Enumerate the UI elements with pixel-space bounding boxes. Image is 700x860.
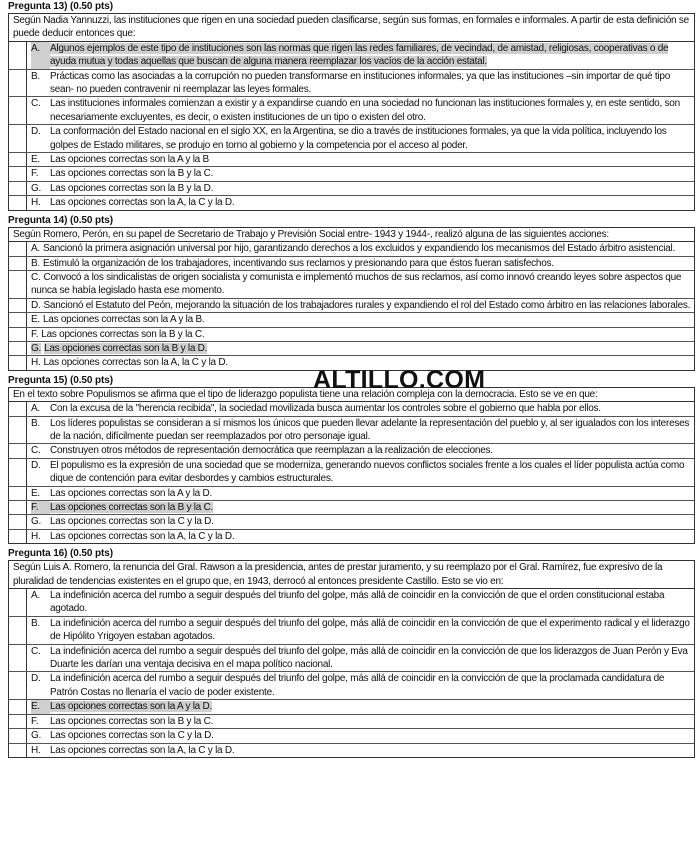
option-cell bbox=[27, 645, 694, 672]
option-letter: B. bbox=[31, 257, 40, 269]
option-letter: G. bbox=[31, 342, 42, 354]
option-text: Las opciones correctas son la C y la D. bbox=[50, 730, 214, 742]
option-cell bbox=[27, 444, 694, 457]
option-text-wrap bbox=[50, 715, 691, 728]
option-letter: D. bbox=[31, 459, 41, 471]
option-text-wrap bbox=[50, 645, 691, 672]
answer-option-e[interactable] bbox=[9, 700, 694, 714]
option-letter: H. bbox=[31, 744, 41, 756]
option-cell bbox=[27, 501, 694, 514]
answer-option-f[interactable] bbox=[9, 167, 694, 181]
answer-option-c[interactable] bbox=[9, 444, 694, 458]
question-stem: Según Nadia Yannuzzi, las instituciones que rigen en una sociedad pueden clasificarse, según sus formas, en formales e informales. A partir de esta definición se puede deducir entonces que: bbox=[9, 14, 694, 42]
watermark: ALTILLO.COM bbox=[313, 366, 486, 394]
option-text-wrap bbox=[50, 589, 691, 616]
option-cell bbox=[27, 744, 694, 757]
option-text-wrap bbox=[50, 744, 691, 757]
option-letter: C. bbox=[31, 271, 41, 283]
option-gutter bbox=[9, 328, 27, 341]
option-text-wrap bbox=[50, 42, 691, 69]
question-stem: Según Luis A. Romero, la renuncia del Gral. Rawson a la presidencia, antes de prestar juramento, y su reemplazo por el Gral. Ramírez, fue expresivo de la pluralidad de tendencias existentes en el grupo que, en 1943, derrocó al entonces presidente Castillo. Esto se vio en: bbox=[9, 561, 694, 589]
answer-option-a[interactable] bbox=[9, 242, 694, 256]
option-text: El populismo es la expresión de una sociedad que se moderniza, generando nuevos conflictos sociales frente a los cuales el líder populista actúa como dique de contención para evitar desbordes y cambios estructurales. bbox=[50, 459, 685, 485]
option-letter: G. bbox=[31, 182, 42, 194]
question-stem: En el texto sobre Populismos se afirma que el tipo de liderazgo populista tiene una relación compleja con la democracia. Esto se ve en que: bbox=[9, 388, 694, 402]
answer-option-b[interactable] bbox=[9, 257, 694, 271]
option-cell bbox=[27, 42, 694, 69]
option-letter: A. bbox=[31, 403, 40, 415]
option-gutter bbox=[9, 271, 27, 298]
answer-option-e[interactable] bbox=[9, 153, 694, 167]
option-letter: G. bbox=[31, 730, 42, 742]
option-letter: E. bbox=[31, 487, 40, 499]
answer-option-c[interactable] bbox=[9, 645, 694, 673]
option-text-wrap bbox=[50, 617, 691, 644]
answer-option-a[interactable] bbox=[9, 589, 694, 617]
option-gutter bbox=[9, 515, 27, 528]
option-cell bbox=[27, 196, 694, 209]
option-letter: F. bbox=[31, 715, 39, 727]
option-text-wrap bbox=[50, 70, 691, 97]
option-letter: B. bbox=[31, 417, 40, 429]
option-text: Las opciones correctas son la B y la C. bbox=[50, 502, 214, 513]
option-cell bbox=[27, 328, 694, 341]
option-text: Algunos ejemplos de este tipo de instituciones son las normas que rigen las redes familiares, de vecindad, de amistad, religiosas, cooperativas o de ayuda mutua y todas aquellas que buscan de alguna manera reemplazar los vacíos de la acción estatal. bbox=[50, 42, 669, 68]
option-text-wrap bbox=[50, 167, 691, 180]
option-gutter bbox=[9, 97, 27, 124]
option-text: Las instituciones informales comienzan a existir y a expandirse cuando en una sociedad no funcionan las instituciones formales y, en este sentido, son necesariamente excluyentes, es decir, o existen instituciones de un tipo o existen del otro. bbox=[50, 98, 680, 123]
option-gutter bbox=[9, 589, 27, 616]
option-letter: D. bbox=[31, 126, 41, 138]
option-text-wrap bbox=[50, 402, 691, 415]
option-letter: B. bbox=[31, 70, 40, 82]
option-text: Convocó a los sindicalistas de origen socialista y comunista e implementó muchos de sus reclamos, así como innovó creando leyes sobre aspectos que nunca se había legislado hasta ese momento. bbox=[31, 271, 682, 297]
option-gutter bbox=[9, 645, 27, 672]
answer-option-f[interactable] bbox=[9, 501, 694, 515]
option-text-wrap bbox=[50, 417, 691, 444]
option-gutter bbox=[9, 444, 27, 457]
option-cell bbox=[27, 589, 694, 616]
question-box bbox=[8, 227, 695, 371]
option-text-wrap bbox=[50, 515, 691, 528]
option-text-wrap bbox=[50, 729, 691, 742]
option-text-wrap bbox=[50, 487, 691, 500]
option-letter: F. bbox=[31, 168, 39, 180]
option-gutter bbox=[9, 672, 27, 699]
question-stem: Según Romero, Perón, en su papel de Secretario de Trabajo y Previsión Social entre- 1943 y 1944-, realizó alguna de las siguientes acciones: bbox=[9, 228, 694, 242]
option-text-wrap bbox=[43, 243, 675, 254]
option-text-wrap bbox=[50, 153, 691, 166]
option-text-wrap bbox=[31, 272, 681, 296]
option-letter: H. bbox=[31, 197, 41, 209]
option-cell bbox=[27, 182, 694, 195]
option-letter: F. bbox=[31, 328, 39, 340]
option-cell bbox=[27, 729, 694, 742]
option-text-wrap bbox=[50, 672, 691, 699]
option-letter: G. bbox=[31, 516, 42, 528]
option-cell bbox=[27, 271, 694, 298]
option-gutter bbox=[9, 487, 27, 500]
answer-option-e[interactable] bbox=[9, 313, 694, 327]
option-gutter bbox=[9, 744, 27, 757]
option-letter: B. bbox=[31, 617, 40, 629]
option-gutter bbox=[9, 617, 27, 644]
option-cell bbox=[27, 459, 694, 486]
option-letter: F. bbox=[31, 501, 50, 514]
option-cell bbox=[27, 313, 694, 326]
option-cell bbox=[27, 342, 694, 355]
answer-option-f[interactable] bbox=[9, 328, 694, 342]
option-letter: A. bbox=[31, 42, 50, 69]
option-text-wrap bbox=[50, 459, 691, 486]
option-gutter bbox=[9, 196, 27, 209]
option-gutter bbox=[9, 342, 27, 355]
option-text: Las opciones correctas son la A y la B. bbox=[42, 314, 205, 326]
option-text: Sancionó la primera asignación universal por hijo, garantizando derechos a los excluidos y expandiendo los mecanismos del Estado árbitro asistencial. bbox=[42, 243, 675, 255]
answer-option-f[interactable] bbox=[9, 715, 694, 729]
option-cell bbox=[27, 530, 694, 543]
option-cell bbox=[27, 617, 694, 644]
answer-option-d[interactable] bbox=[9, 672, 694, 700]
option-letter: E. bbox=[31, 314, 40, 326]
option-text: Las opciones correctas son la A y la B bbox=[50, 154, 209, 166]
question-title: Pregunta 16) (0.50 pts) bbox=[8, 548, 113, 560]
option-cell bbox=[27, 153, 694, 166]
option-text-wrap bbox=[44, 343, 207, 354]
option-cell bbox=[27, 167, 694, 180]
option-gutter bbox=[9, 402, 27, 415]
option-gutter bbox=[9, 459, 27, 486]
option-gutter bbox=[9, 356, 27, 369]
option-gutter bbox=[9, 70, 27, 97]
option-letter: D. bbox=[31, 299, 41, 311]
answer-option-c[interactable] bbox=[9, 97, 694, 125]
question-title: Pregunta 13) (0.50 pts) bbox=[8, 1, 113, 12]
option-text-wrap bbox=[50, 97, 691, 124]
option-gutter bbox=[9, 313, 27, 326]
option-text: Las opciones correctas son la B y la C. bbox=[41, 328, 205, 340]
option-letter: H. bbox=[31, 357, 41, 369]
answer-option-h[interactable] bbox=[9, 530, 694, 543]
answer-option-b[interactable] bbox=[9, 617, 694, 645]
option-text-wrap bbox=[50, 530, 691, 543]
option-letter: D. bbox=[31, 673, 41, 685]
option-letter: C. bbox=[31, 645, 41, 657]
option-cell bbox=[27, 487, 694, 500]
question-box bbox=[8, 560, 695, 758]
answer-option-c[interactable] bbox=[9, 271, 694, 299]
answer-option-a[interactable] bbox=[9, 42, 694, 70]
option-cell bbox=[27, 70, 694, 97]
option-gutter bbox=[9, 530, 27, 543]
option-text: Las opciones correctas son la B y la D. bbox=[44, 342, 208, 354]
option-letter: A. bbox=[31, 243, 40, 255]
option-text: La indefinición acerca del rumbo a seguir después del triunfo del golpe, más allá de coincidir en la convicción de que los liderazgos de Juan Perón y Eva Duarte les darían una ventaja decisiva en el mapa político nacional. bbox=[50, 645, 688, 671]
question-15 bbox=[8, 375, 695, 544]
option-cell bbox=[27, 299, 694, 312]
option-letter: C. bbox=[31, 445, 41, 457]
option-text-wrap bbox=[41, 329, 204, 340]
option-cell bbox=[27, 700, 694, 713]
option-gutter bbox=[9, 729, 27, 742]
option-text-wrap bbox=[43, 314, 204, 325]
question-13 bbox=[8, 1, 695, 211]
answer-option-h[interactable] bbox=[9, 196, 694, 209]
option-gutter bbox=[9, 182, 27, 195]
option-text: Sancionó el Estatuto del Peón, mejorando la situación de los trabajadores rurales y expandiendo el rol del Estado como árbitro en las relaciones laborales. bbox=[43, 299, 691, 311]
option-text: Las opciones correctas son la A, la C y la D. bbox=[50, 197, 235, 209]
option-text: Las opciones correctas son la A y la D. bbox=[50, 701, 213, 713]
option-gutter bbox=[9, 242, 27, 255]
option-gutter bbox=[9, 125, 27, 152]
question-box bbox=[8, 387, 695, 544]
option-letter: E. bbox=[31, 154, 40, 166]
option-gutter bbox=[9, 700, 27, 713]
option-letter: A. bbox=[31, 590, 40, 602]
option-gutter bbox=[9, 42, 27, 69]
option-text-wrap bbox=[50, 182, 691, 195]
option-cell bbox=[27, 125, 694, 152]
option-gutter bbox=[9, 715, 27, 728]
option-text: Las opciones correctas son la A y la D. bbox=[50, 487, 213, 499]
option-text: Prácticas como las asociadas a la corrupción no pueden transformarse en instituciones informales, ya que las instituciones –sin importar de qué tipo sean- no pueden contravenir ni reemplazar las leyes formales. bbox=[50, 70, 671, 96]
answer-option-b[interactable] bbox=[9, 70, 694, 98]
option-cell bbox=[27, 417, 694, 444]
question-title: Pregunta 14) (0.50 pts) bbox=[8, 214, 113, 226]
option-text-wrap bbox=[50, 700, 691, 713]
option-letter: E. bbox=[31, 700, 50, 713]
option-text: Estimuló la organización de los trabajadores, incentivando sus reclamos y presionando para que éstos fueran satisfechos. bbox=[42, 257, 554, 269]
option-text: Con la excusa de la "herencia recibida", la sociedad movilizada busca aumentar los controles sobre el gobierno que habla por ellos. bbox=[50, 403, 601, 415]
option-text: Construyen otros métodos de representación democrática que reemplazan a la realización de elecciones. bbox=[50, 445, 493, 457]
answer-option-a[interactable] bbox=[9, 402, 694, 416]
option-cell bbox=[27, 672, 694, 699]
option-text-wrap bbox=[50, 125, 691, 152]
answer-option-b[interactable] bbox=[9, 417, 694, 445]
answer-option-g[interactable] bbox=[9, 342, 694, 356]
option-text: Las opciones correctas son la B y la D. bbox=[50, 182, 214, 194]
option-gutter bbox=[9, 417, 27, 444]
answer-option-g[interactable] bbox=[9, 515, 694, 529]
option-letter: H. bbox=[31, 530, 41, 542]
option-gutter bbox=[9, 299, 27, 312]
option-gutter bbox=[9, 153, 27, 166]
option-cell bbox=[27, 97, 694, 124]
option-cell bbox=[27, 515, 694, 528]
option-text: La conformación del Estado nacional en el siglo XX, en la Argentina, se dio a través de instituciones formales, ya que la vida política, incluyendo los golpes de Estado militares, se produjo en torno al gobierno y la competencia por el acceso al poder. bbox=[50, 126, 667, 151]
option-text-wrap bbox=[44, 357, 228, 368]
option-letter: C. bbox=[31, 98, 41, 110]
question-16 bbox=[8, 548, 695, 758]
option-text-wrap bbox=[50, 444, 691, 457]
option-text: Las opciones correctas son la A, la C y la D. bbox=[50, 744, 235, 756]
option-gutter bbox=[9, 257, 27, 270]
option-text: Las opciones correctas son la C y la D. bbox=[50, 516, 214, 528]
option-text: La indefinición acerca del rumbo a seguir después del triunfo del golpe, más allá de coincidir en la convicción de que el orden constitucional estaba agotado. bbox=[50, 590, 665, 615]
option-text: Las opciones correctas son la A, la C y la D. bbox=[50, 530, 235, 542]
question-14 bbox=[8, 215, 695, 371]
answer-option-e[interactable] bbox=[9, 487, 694, 501]
option-text: Las opciones correctas son la A, la C y la D. bbox=[43, 357, 228, 369]
question-title: Pregunta 15) (0.50 pts) bbox=[8, 374, 113, 386]
option-text-wrap bbox=[43, 258, 554, 269]
answer-option-h[interactable] bbox=[9, 744, 694, 757]
option-gutter bbox=[9, 501, 27, 514]
option-text: Las opciones correctas son la B y la C. bbox=[50, 168, 214, 180]
question-box bbox=[8, 13, 695, 211]
option-cell bbox=[27, 402, 694, 415]
option-text: Los líderes populistas se consideran a sí mismos los únicos que pueden llevar adelante la representación del pueblo y, al ser igualados con los intereses de la nación, difícilmente puedan ser reemplazados por otro personaje igual. bbox=[50, 417, 690, 442]
answer-option-g[interactable] bbox=[9, 729, 694, 743]
option-text: Las opciones correctas son la B y la C. bbox=[50, 715, 214, 727]
option-cell bbox=[27, 715, 694, 728]
option-cell bbox=[27, 242, 694, 255]
option-text: La indefinición acerca del rumbo a seguir después del triunfo del golpe, más allá de coincidir en la convicción de que el experimento radical y el liderazgo de Hipólito Yrigoyen estaban agotados. bbox=[50, 617, 690, 643]
option-gutter bbox=[9, 167, 27, 180]
answer-option-d[interactable] bbox=[9, 299, 694, 313]
option-text-wrap bbox=[50, 196, 691, 209]
option-cell bbox=[27, 257, 694, 270]
answer-option-g[interactable] bbox=[9, 182, 694, 196]
option-text: La indefinición acerca del rumbo a seguir después del triunfo del golpe, más allá de coincidir en la convicción de que la proclamada candidatura de Patrón Costas no llenaría el vacío de poder existente. bbox=[50, 673, 665, 698]
option-text-wrap bbox=[44, 300, 691, 311]
answer-option-d[interactable] bbox=[9, 459, 694, 487]
option-text-wrap bbox=[50, 501, 691, 514]
answer-option-d[interactable] bbox=[9, 125, 694, 153]
